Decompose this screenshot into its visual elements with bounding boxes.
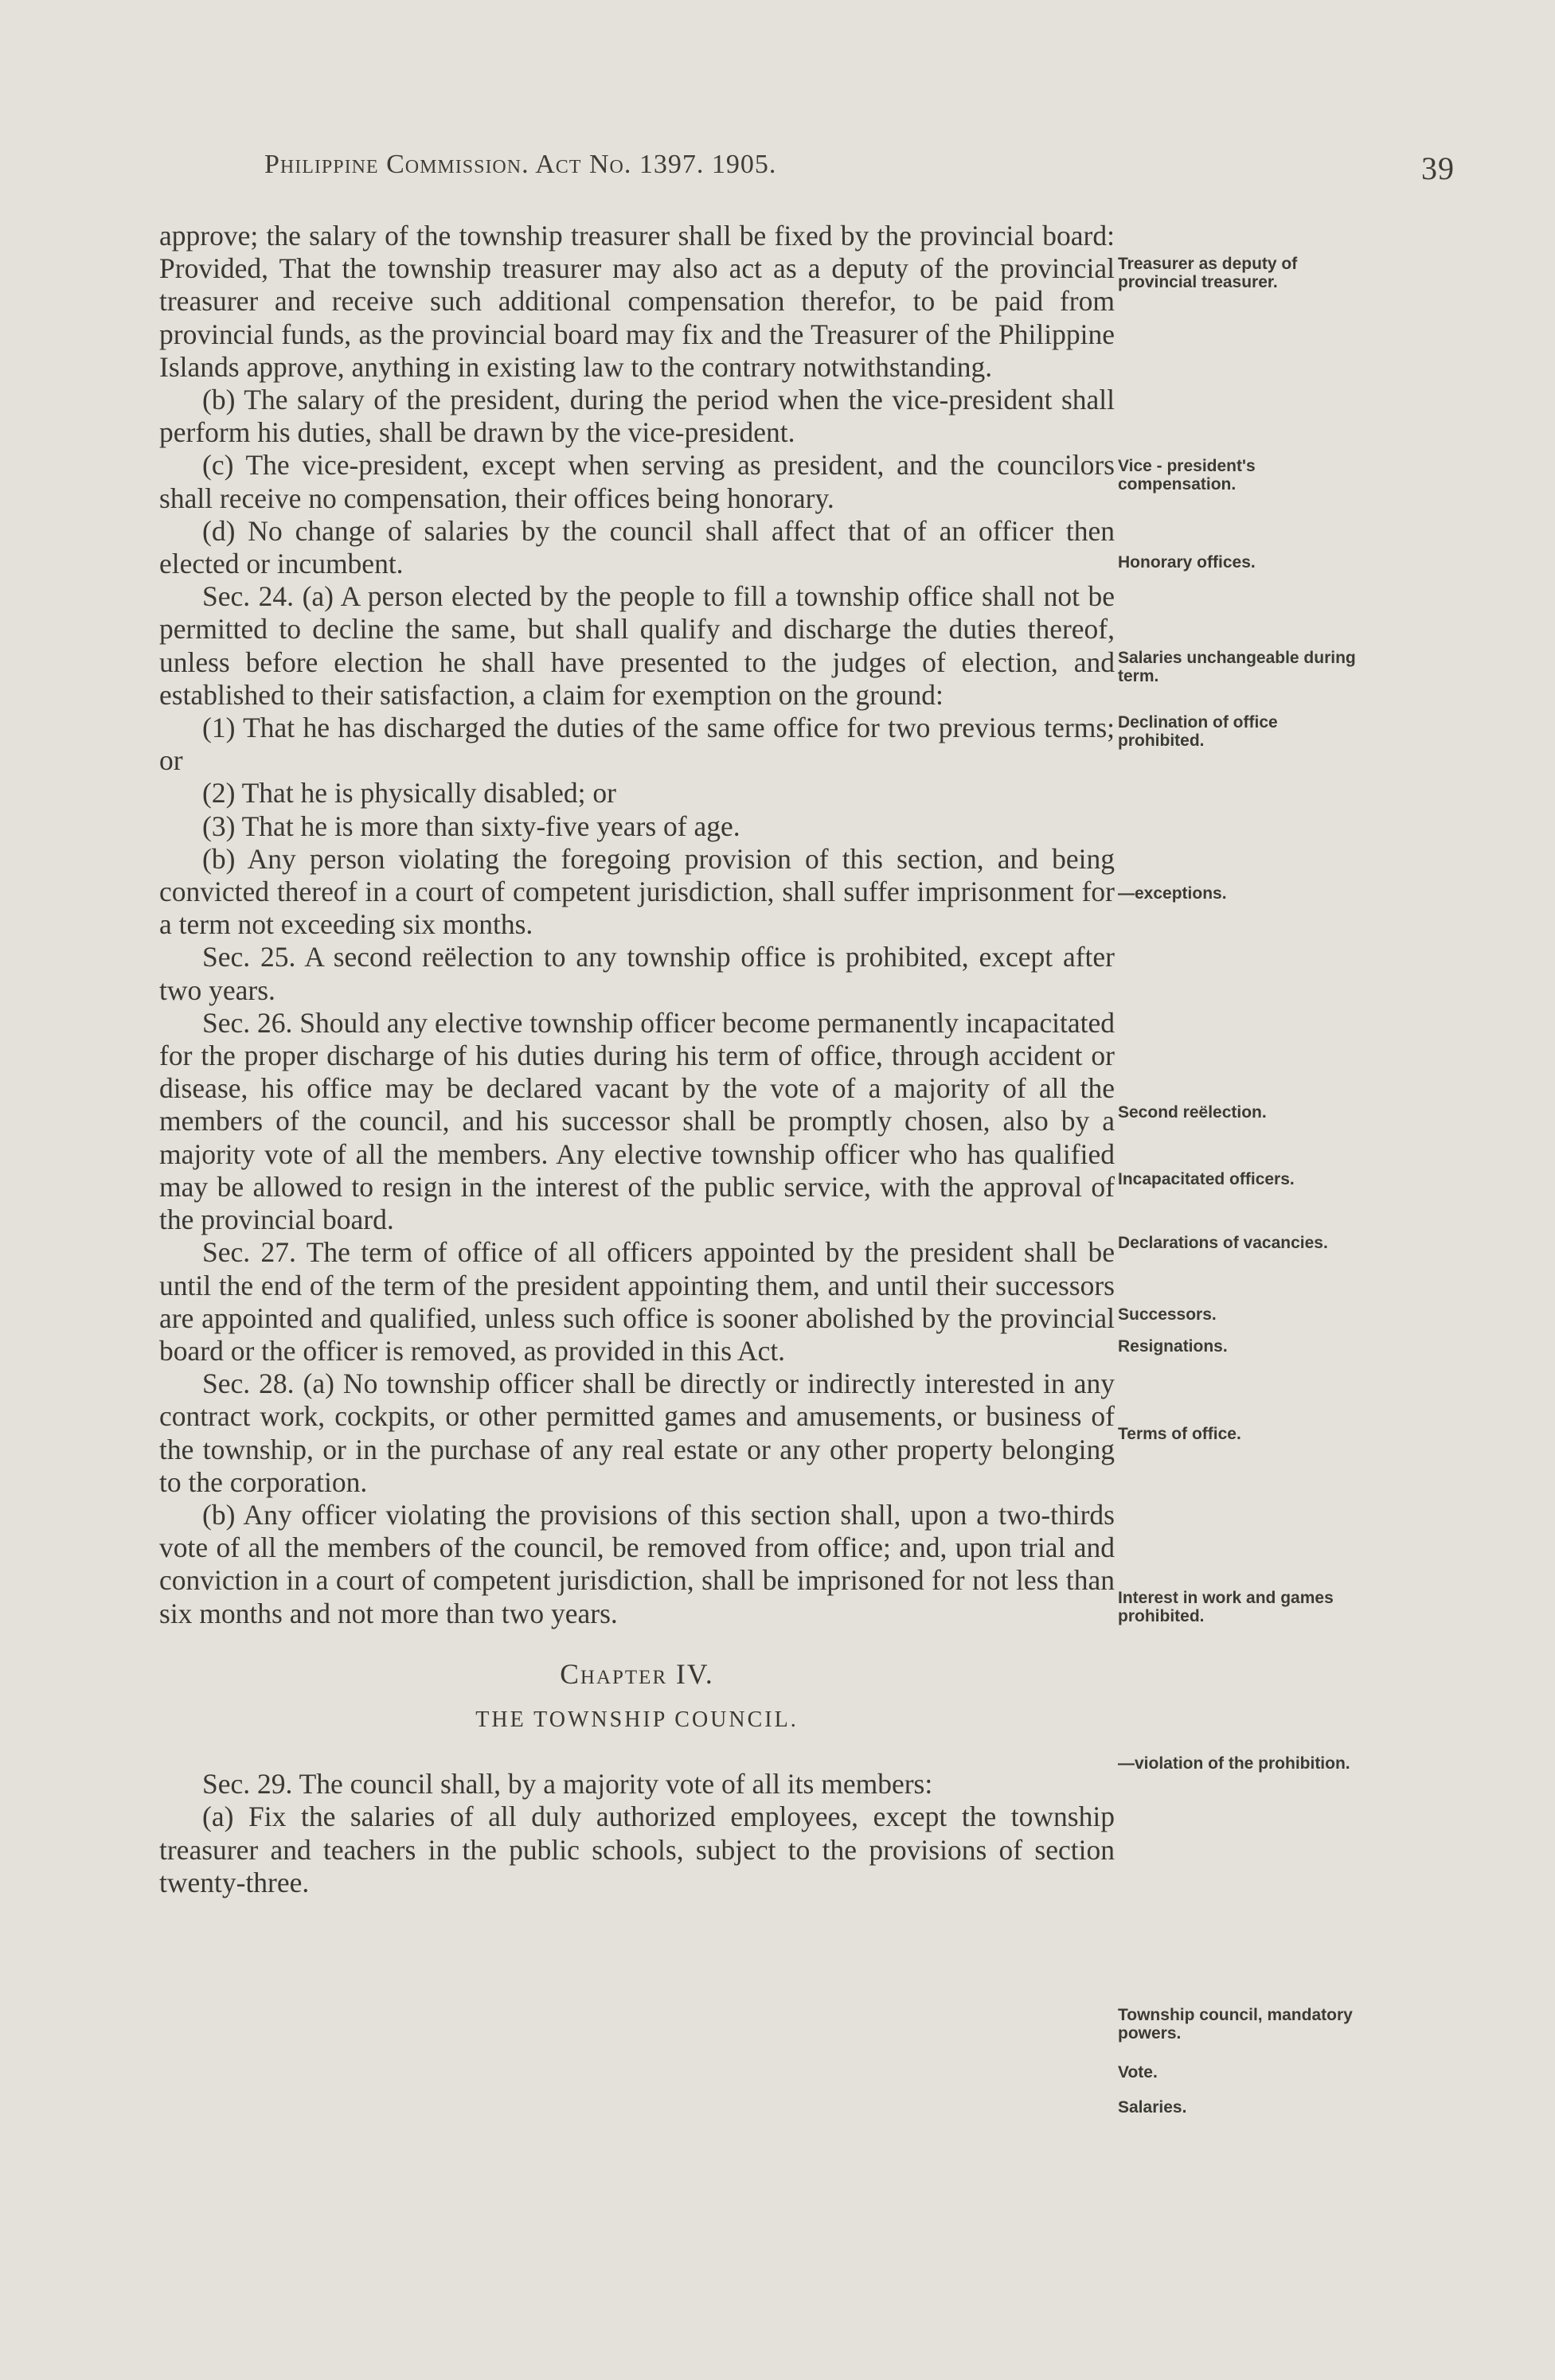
section-26: Sec. 26. Should any elective township officer become permanently incapacitated for the proper discharge of his duties during his term of office, through accident or disease, his office may be declared vacant by the vote of a majority of all the members of the council, and his successor shall be promptly chosen, also by a majority vote of all the members. Any elective township officer who has qualified may be allowed to resign in the interest of the public service, with the approval of the provincial board. (159, 1006, 1115, 1236)
margin-note: Successors. (1118, 1305, 1217, 1324)
paragraph: (1) That he has discharged the duties of the same office for two previous terms; or (159, 712, 1115, 777)
running-header: Philippine Commission. Act No. 1397. 1905. (264, 150, 777, 179)
section-27: Sec. 27. The term of office of all officers appointed by the president shall be until the end of the term of the president appointing them, and until their successors are appointed and qualified, unless such office is sooner abolished by the provincial board or the officer is removed, as provided in this Act. (159, 1236, 1115, 1367)
paragraph: approve; the salary of the township treasurer shall be fixed by the provincial board: Provided, That the township treasurer may also act as a deputy of the provincial treasurer and receive such additional compensation therefor, to be paid from provincial funds, as the provincial board may fix and the Treasurer of the Philippine Islands approve, anything in existing law to the contrary notwithstanding. (159, 220, 1115, 383)
paragraph: (b) Any person violating the foregoing provision of this section, and being convicted thereof in a court of competent jurisdiction, shall suffer imprisonment for a term not exceeding six months. (159, 842, 1115, 941)
margin-note: —exceptions. (1118, 884, 1227, 903)
section-25: Sec. 25. A second reëlection to any township office is prohibited, except after two years. (159, 941, 1115, 1006)
margin-note: Terms of office. (1118, 1425, 1241, 1443)
margin-note: Treasurer as deputy of provincial treasurer. (1118, 255, 1298, 291)
margin-note: Vote. (1118, 2063, 1158, 2082)
page-number: 39 (1421, 150, 1455, 186)
section-29: Sec. 29. The council shall, by a majority vote of all its members: (202, 1768, 933, 1801)
margin-note: —violation of the prohibition. (1118, 1754, 1350, 1773)
margin-note: Salaries. (1118, 2098, 1187, 2117)
chapter-title: THE TOWNSHIP COUNCIL. (475, 1707, 799, 1732)
paragraph: (3) That he is more than sixty-five years of age. (202, 810, 740, 842)
paragraph: (c) The vice-president, except when serving as president, and the councilors shall receive no compensation, their offices being honorary. (159, 449, 1115, 514)
body-text (159, 220, 1115, 1899)
paragraph: (a) Fix the salaries of all duly authorized employees, except the township treasurer and teachers in the public schools, subject to the provisions of section twenty-three. (159, 1801, 1115, 1898)
section-24: Sec. 24. (a) A person elected by the people to fill a township office shall not be permitted to decline the same, but shall qualify and discharge the duties thereof, unless before election he shall have presented to the judges of election, and established to their satisfaction, a claim for exemption on the ground: (159, 580, 1115, 711)
paragraph: (b) The salary of the president, during the period when the vice-president shall perform his duties, shall be drawn by the vice-president. (159, 384, 1115, 449)
margin-note: Second reëlection. (1118, 1103, 1267, 1122)
margin-note: Honorary offices. (1118, 553, 1256, 572)
margin-note: Interest in work and games prohibited. (1118, 1589, 1334, 1625)
margin-note: Township council, mandatory powers. (1118, 2006, 1353, 2043)
paragraph: (2) That he is physically disabled; or (202, 777, 616, 810)
margin-note: Resignations. (1118, 1337, 1228, 1356)
paragraph: (b) Any officer violating the provisions of this section shall, upon a two-thirds vote of all the members of the council, be removed from office; and, upon trial and conviction in a court of competent jurisdiction, shall be imprisoned for not less than six months and not more than two years. (159, 1498, 1115, 1629)
margin-note: Salaries unchangeable during term. (1118, 649, 1356, 685)
margin-note: Vice - president's compensation. (1118, 457, 1256, 494)
section-28: Sec. 28. (a) No township officer shall be directly or indirectly interested in any contract work, cockpits, or other permitted games and amusements, or business of the township, or in the purchase of any real estate or any other property belonging to the corporation. (159, 1368, 1115, 1498)
paragraph: (d) No change of salaries by the council shall affect that of an officer then elected or incumbent. (159, 514, 1115, 580)
margin-note: Declination of office prohibited. (1118, 713, 1278, 750)
chapter-heading: Chapter IV. (560, 1657, 714, 1690)
margin-note: Declarations of vacancies. (1118, 1234, 1328, 1252)
margin-note: Incapacitated officers. (1118, 1170, 1295, 1188)
